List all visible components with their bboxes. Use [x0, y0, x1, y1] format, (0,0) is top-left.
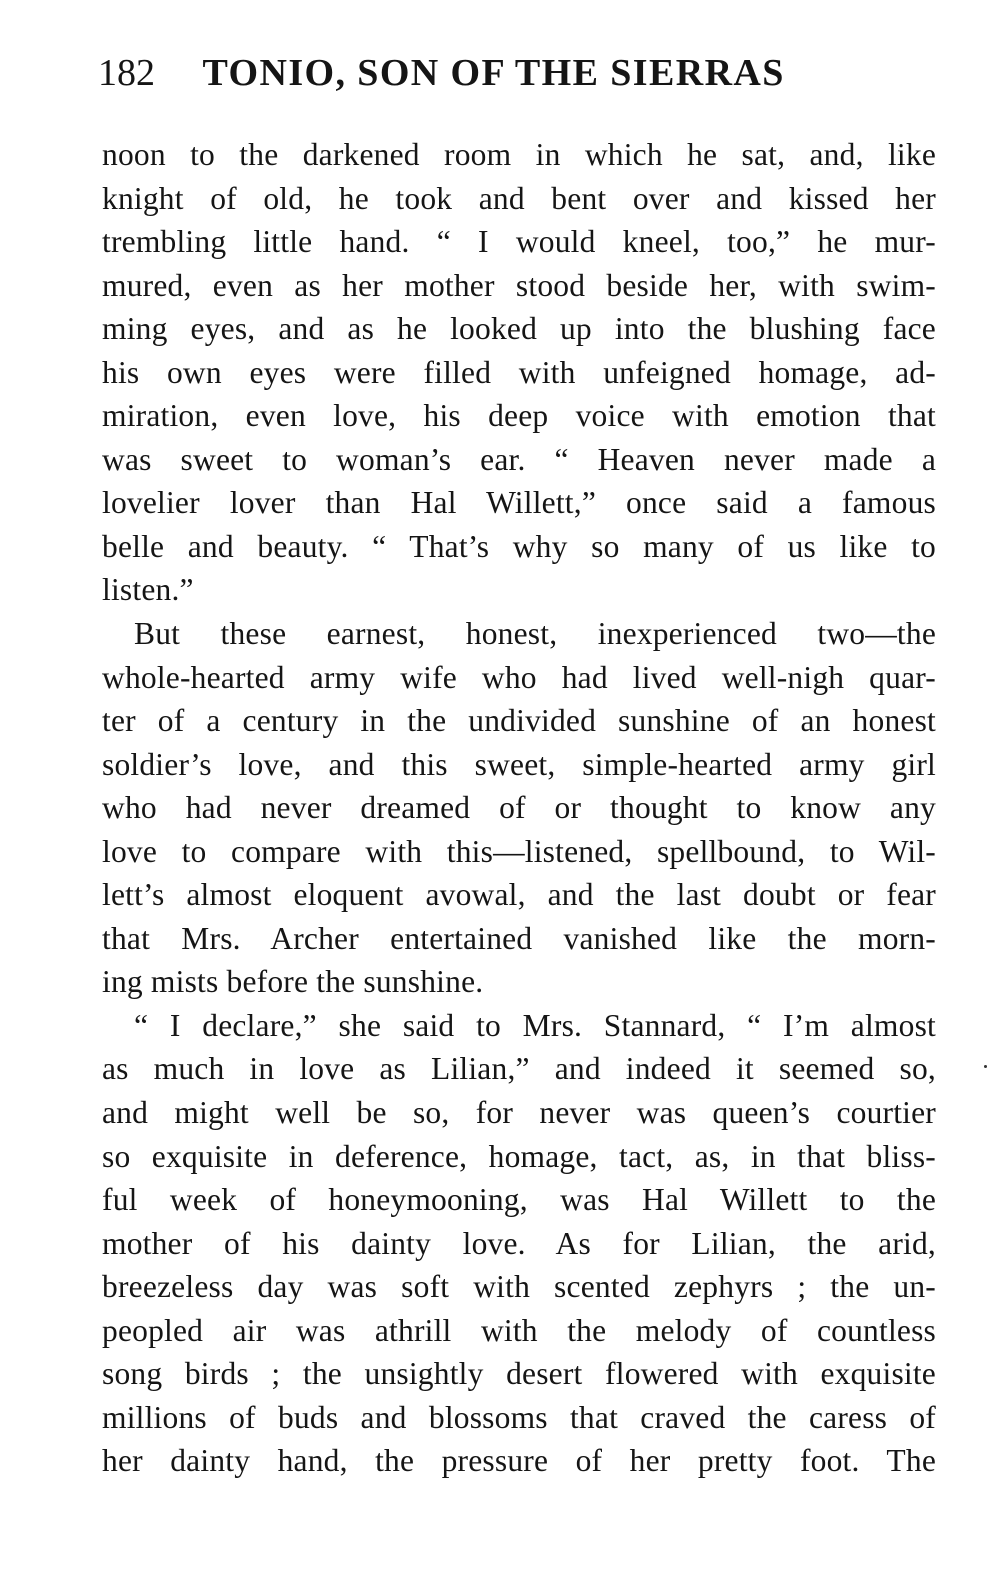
page-number: 182	[98, 52, 155, 94]
text-line: noon to the darkened room in which he sat, and, like	[102, 137, 936, 172]
ink-speck	[984, 1065, 987, 1068]
paragraph-start-line: “ I declare,” she said to Mrs. Stannard, “ I’m almost	[134, 1007, 936, 1043]
text-line: ter of a century in the undivided sunshine of an honest	[102, 703, 936, 739]
running-head	[98, 48, 868, 98]
text-line: peopled air was athrill with the melody of countless	[102, 1312, 936, 1348]
text-line: song birds ; the unsightly desert flowered with exquisite	[102, 1356, 936, 1392]
text-line: her dainty hand, the pressure of her pretty foot. The	[102, 1443, 936, 1479]
text-line: as much in love as Lilian,” and indeed it seemed so,	[102, 1051, 936, 1087]
text-line: whole-hearted army wife who had lived well-nigh quar-	[102, 659, 936, 695]
text-line: love to compare with this—listened, spellbound, to Wil-	[102, 833, 936, 869]
text-line: that Mrs. Archer entertained vanished like the morn-	[102, 920, 936, 956]
paragraph-end-line: listen.”	[102, 572, 194, 608]
text-line: breezeless day was soft with scented zephyrs ; the un-	[102, 1269, 936, 1305]
text-line: ming eyes, and as he looked up into the blushing face	[102, 311, 936, 347]
text-line: who had never dreamed of or thought to know any	[102, 790, 936, 826]
text-line: millions of buds and blossoms that craved the caress of	[102, 1399, 936, 1435]
text-line: mother of his dainty love. As for Lilian, the arid,	[102, 1225, 936, 1261]
text-line: trembling little hand. “ I would kneel, too,” he mur-	[102, 224, 936, 260]
paragraph-end-line: ing mists before the sunshine.	[102, 964, 484, 1000]
paragraph-start-line: But these earnest, honest, inexperienced two—the	[134, 616, 936, 652]
text-line: soldier’s love, and this sweet, simple-hearted army girl	[102, 746, 936, 782]
text-line: so exquisite in deference, homage, tact, as, in that bliss-	[102, 1138, 936, 1174]
text-line: was sweet to woman’s ear. “ Heaven never made a	[102, 441, 936, 477]
text-line: and might well be so, for never was queen’s courtier	[102, 1095, 936, 1131]
text-line: his own eyes were filled with unfeigned homage, ad-	[102, 354, 936, 390]
book-title: TONIO, SON OF THE SIERRAS	[202, 52, 785, 94]
text-line: lovelier lover than Hal Willett,” once said a famous	[102, 485, 936, 521]
text-line: knight of old, he took and bent over and kissed her	[102, 180, 936, 216]
text-line: miration, even love, his deep voice with emotion that	[102, 398, 936, 434]
body-text	[102, 133, 936, 1483]
text-line: lett’s almost eloquent avowal, and the last doubt or fear	[102, 877, 936, 913]
text-line: ful week of honeymooning, was Hal Willett to the	[102, 1182, 936, 1218]
text-line: belle and beauty. “ That’s why so many of us like to	[102, 528, 936, 564]
text-line: mured, even as her mother stood beside her, with swim-	[102, 267, 936, 303]
